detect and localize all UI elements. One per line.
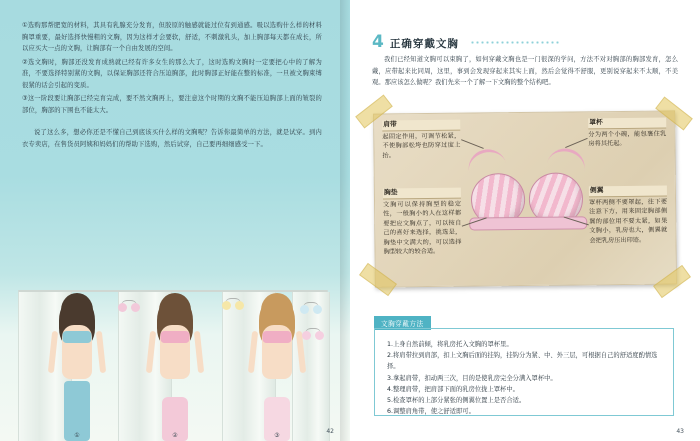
page-gutter-shadow — [340, 0, 350, 441]
section-number: 4 — [372, 32, 384, 52]
girl-figure-1 — [42, 291, 112, 441]
hanging-bra — [302, 328, 324, 341]
figure-label-2: ② — [172, 432, 178, 439]
hair-front — [61, 293, 93, 327]
label-wing — [589, 186, 668, 246]
section-heading — [372, 34, 459, 51]
figure-label-1: ① — [74, 432, 80, 439]
clothing-top — [63, 331, 92, 343]
method-step: 5.检查罩杯的上部分紧张的侧翼位置上是否合适。 — [387, 397, 526, 405]
arm — [248, 331, 258, 373]
bra-cup — [118, 303, 127, 312]
method-step: 1.上身自然前倾，将乳房托入文胸的罩杯里。 — [387, 341, 513, 348]
label-pad — [383, 188, 462, 257]
arm — [96, 331, 106, 373]
hanging-bra — [222, 298, 244, 311]
leader-line — [461, 139, 484, 149]
method-box — [374, 328, 674, 416]
leader-line — [565, 138, 588, 148]
left-page-body-text — [22, 20, 322, 152]
bra-cup — [313, 305, 322, 314]
hanging-bra — [118, 300, 140, 313]
bra-cup — [131, 303, 140, 312]
dot-decoration — [470, 40, 560, 46]
arm — [194, 331, 204, 373]
figure-label-3: ③ — [274, 432, 280, 439]
bra-worn — [263, 331, 292, 343]
illustration-three-girls — [0, 276, 350, 441]
method-step: 3.拿起肩带，扣动两三次，目的是使乳房完全分满入罩杯中。 — [387, 374, 557, 382]
bra-cup — [315, 331, 324, 340]
bra-cup — [302, 331, 311, 340]
bra-cup — [222, 301, 231, 310]
bra-structure-diagram-card — [373, 110, 677, 287]
label-shoulder-strap-text: 起固定作用，可调节松紧，不使胸部松垮也防穿过度上抬。 — [382, 132, 461, 159]
intro-paragraph: 我们已经知道文胸可以束胸了，如何穿戴文胸也是一门很深的学问，方法不对对胸部的胸部发育，怎么戴，应带起来比同周，这里，事到会发现穿起来其实上面，然后会觉得不舒服，更别说穿起来不太顺，不美观。那应该怎么做呢？我们先来一个了解一下文胸的整个结构吧。 — [372, 56, 678, 86]
section-title: 正确穿戴文胸 — [389, 38, 459, 50]
paragraph-2: ②选文胸时，胸部还没发育成熟就已经有许多女生的那么大了，这时选购文胸时一定要把心中的了解为准，不要选择特别紧的文胸，以保证胸部还符合压迫胸部，此时胸部正好能在整的标准，一旦被文胸束缚很紧的话会引起的变质。 — [22, 58, 322, 89]
label-wing-text: 罩杯两侧不要罩起，往下要注意下方，用来固定胸部侧翼的部位用不要太紧，如果文胸小，乳房也大，侧翼就会把乳房压出印迹。 — [589, 198, 668, 244]
hair-front — [261, 293, 293, 327]
method-box-tab: 文胸穿戴方法 — [374, 316, 431, 330]
label-cup-text: 分为两个小碗，能包裹住乳房将其托起。 — [588, 130, 667, 148]
text-gap — [22, 118, 322, 127]
bra-worn — [161, 331, 190, 343]
hanging-bra — [300, 302, 322, 315]
paragraph-1: ①选购那帮肥宽的材料，其具有乳腺充分发育，但胶原的触感就能过位有到通感。吸以选购什么样的材料胸罩重要，最好选择快慢粗的文胸，因为这样才会要软，舒适，不刺激乳头，加上胸部每天都在成长，所以应买大一点的文胸，让胸部有一个自由发展的空间。 — [22, 22, 322, 52]
method-step: 4.整理肩带，把肩部下面的乳房位拢上罩杯中。 — [387, 385, 519, 393]
arm — [146, 331, 156, 373]
bra-cup — [235, 301, 244, 310]
girl-figure-2 — [140, 291, 210, 441]
label-pad-title: 胸垫 — [383, 188, 461, 199]
page-number-right: 43 — [676, 428, 684, 435]
label-cup-title: 罩杯 — [588, 118, 666, 129]
hair-front — [159, 293, 191, 327]
method-step: 2.将肩带拉到肩部，扣上文胸后面的挂钩，挂钩分为紧、中、外三层，可根据自己的舒适度酌情选择。 — [387, 352, 658, 371]
bra-illustration — [467, 150, 588, 243]
bra-cup — [300, 305, 309, 314]
label-shoulder-strap-title: 肩带 — [382, 120, 460, 131]
label-shoulder-strap — [382, 120, 460, 161]
closing-paragraph: 说了这么多，想必你还是不懂自己到底该买什么样的文胸呢？告诉你最简单的方法，就是试穿。到内衣专卖店，在售货员阿姨和妈妈们的帮助下选购，然后试穿，自己要再细细感受一下。 — [22, 129, 322, 148]
paragraph-3: ③这一阶段要让胸部已经完育完成，要不然文胸再上，要注意这个时期的文胸不能压迫胸部上面的皱裂的部位，胸部的下围也不能太大。 — [22, 95, 322, 114]
page-number-left: 42 — [326, 428, 334, 435]
arm — [48, 331, 58, 373]
label-pad-text: 文胸可以保持胸型的稳定性，一般胸小的人在这样都要把应文胸点了，可以按自己的喜好来选择，挑选是，胸垫中文满大的，可以选择胸型较大的较合适。 — [383, 200, 462, 256]
method-step: 6.调整肩角带，使之舒适即可。 — [387, 408, 475, 416]
right-page — [350, 0, 700, 441]
label-cup — [588, 118, 666, 149]
label-wing-title: 侧翼 — [589, 186, 667, 197]
